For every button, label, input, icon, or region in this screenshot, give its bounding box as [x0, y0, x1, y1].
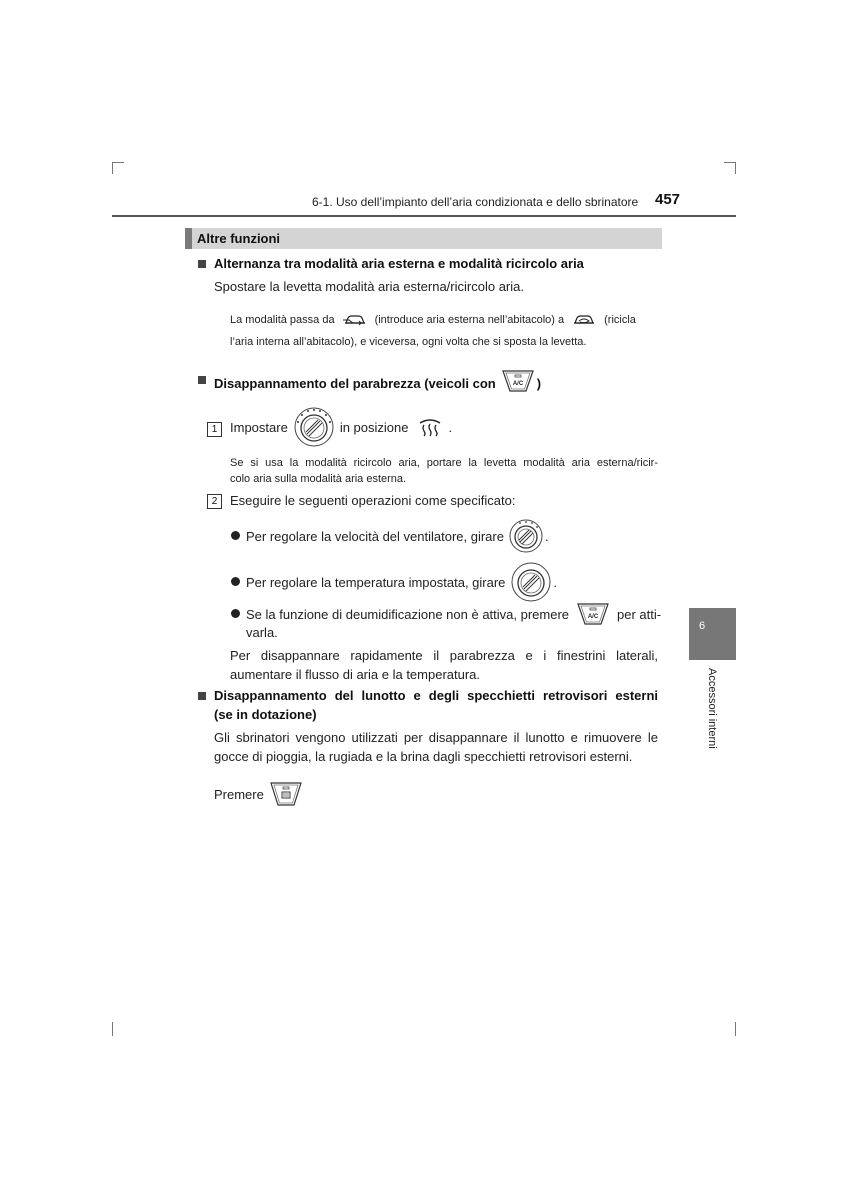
bullet2-end: .	[553, 574, 558, 590]
bullet3-text-end: per atti-	[617, 606, 662, 622]
rear-text-line1: Gli sbrinatori vengono utilizzati per disappannare il lunotto e rimuovere le	[214, 730, 658, 745]
section-title: Altre funzioni	[197, 231, 281, 246]
note-text: La modalità passa da	[230, 314, 335, 326]
ac-label: A/C	[587, 614, 599, 620]
bullet1-line	[246, 517, 549, 555]
running-header: 6-1. Uso dell’impianto dell’aria condizionata e dello sbrinatore	[312, 195, 639, 209]
heading-bullet	[198, 376, 206, 384]
crop-mark	[112, 1022, 113, 1036]
chapter-tab	[689, 608, 736, 660]
air-mode-note-line2: l’aria interna all’abitacolo), e viceversa, ogni volta che si sposta la levetta.	[230, 336, 587, 348]
bullet3-line2: varla.	[246, 625, 278, 640]
crop-mark	[724, 162, 736, 163]
step-number-1: 1	[207, 422, 222, 437]
bullet1-end: .	[544, 528, 549, 544]
windshield-heading-close: )	[536, 375, 542, 391]
bullet2-text: Per regolare la temperatura impostata, girare	[246, 574, 506, 590]
heading-bullet	[198, 692, 206, 700]
header-rule	[112, 215, 736, 217]
ac-label: A/C	[512, 381, 523, 387]
list-bullet	[231, 577, 240, 586]
air-mode-text: Spostare la levetta modalità aria esterna/ricircolo aria.	[214, 279, 524, 294]
section-bar-accent	[185, 228, 192, 249]
step1-text: Impostare	[230, 419, 288, 435]
crop-mark	[735, 162, 736, 174]
rear-heading-line2: (se in dotazione)	[214, 707, 317, 722]
rear-defogger-button-icon	[270, 782, 302, 806]
step1-note-line1: Se si usa la modalità ricircolo aria, portare la levetta modalità aria esterna/ricir-	[230, 457, 658, 469]
step2-text: Eseguire le seguenti operazioni come specificato:	[230, 493, 516, 508]
list-bullet	[231, 531, 240, 540]
mode-dial-icon	[294, 407, 334, 447]
crop-mark	[735, 1022, 736, 1036]
air-mode-heading: Alternanza tra modalità aria esterna e modalità ricircolo aria	[214, 256, 584, 271]
bullet3-text: Se la funzione di deumidificazione non è attiva, premere	[246, 606, 570, 622]
step1-text: in posizione	[339, 419, 409, 435]
rear-press-line	[214, 780, 302, 808]
crop-mark	[112, 162, 113, 174]
note-text: (ricicla	[604, 314, 636, 326]
heading-bullet	[198, 260, 206, 268]
outside-air-car-icon	[343, 313, 367, 327]
bullet3-line	[246, 601, 662, 627]
note-text: (introduce aria esterna nell’abitacolo) a	[374, 314, 565, 326]
rear-heading-line1: Disappannamento del lunotto e degli specchietti retrovisori esterni	[214, 688, 658, 703]
quick-defog-line1: Per disappannare rapidamente il parabrezza e i finestrini laterali,	[230, 648, 658, 663]
step-number-2: 2	[207, 494, 222, 509]
list-bullet	[231, 609, 240, 618]
windshield-defrost-icon	[418, 417, 442, 437]
step1-line	[230, 405, 452, 449]
rear-press-text: Premere	[214, 786, 264, 802]
step1-text: .	[448, 419, 453, 435]
chapter-label: Accessori interni	[706, 668, 718, 749]
rear-text-line2: gocce di pioggia, la rugiada e la brina dagli specchietti retrovisori esterni.	[214, 749, 633, 764]
chapter-number: 6	[698, 620, 706, 632]
air-mode-note	[230, 309, 636, 331]
bullet2-line	[246, 561, 557, 603]
windshield-heading-text: Disappannamento del parabrezza (veicoli con	[214, 375, 496, 391]
temperature-dial-icon	[511, 562, 551, 602]
windshield-heading	[214, 372, 541, 394]
crop-mark	[112, 162, 124, 163]
step1-note-line2: colo aria sulla modalità aria esterna.	[230, 473, 407, 485]
ac-button-icon	[502, 370, 534, 392]
quick-defog-line2: aumentare il flusso di aria e la temperatura.	[230, 667, 481, 682]
ac-button-icon	[577, 603, 609, 625]
page-number: 457	[655, 191, 681, 208]
bullet1-text: Per regolare la velocità del ventilatore, girare	[246, 528, 504, 544]
fan-speed-dial-icon	[509, 519, 543, 553]
recirculate-air-car-icon	[572, 313, 596, 327]
